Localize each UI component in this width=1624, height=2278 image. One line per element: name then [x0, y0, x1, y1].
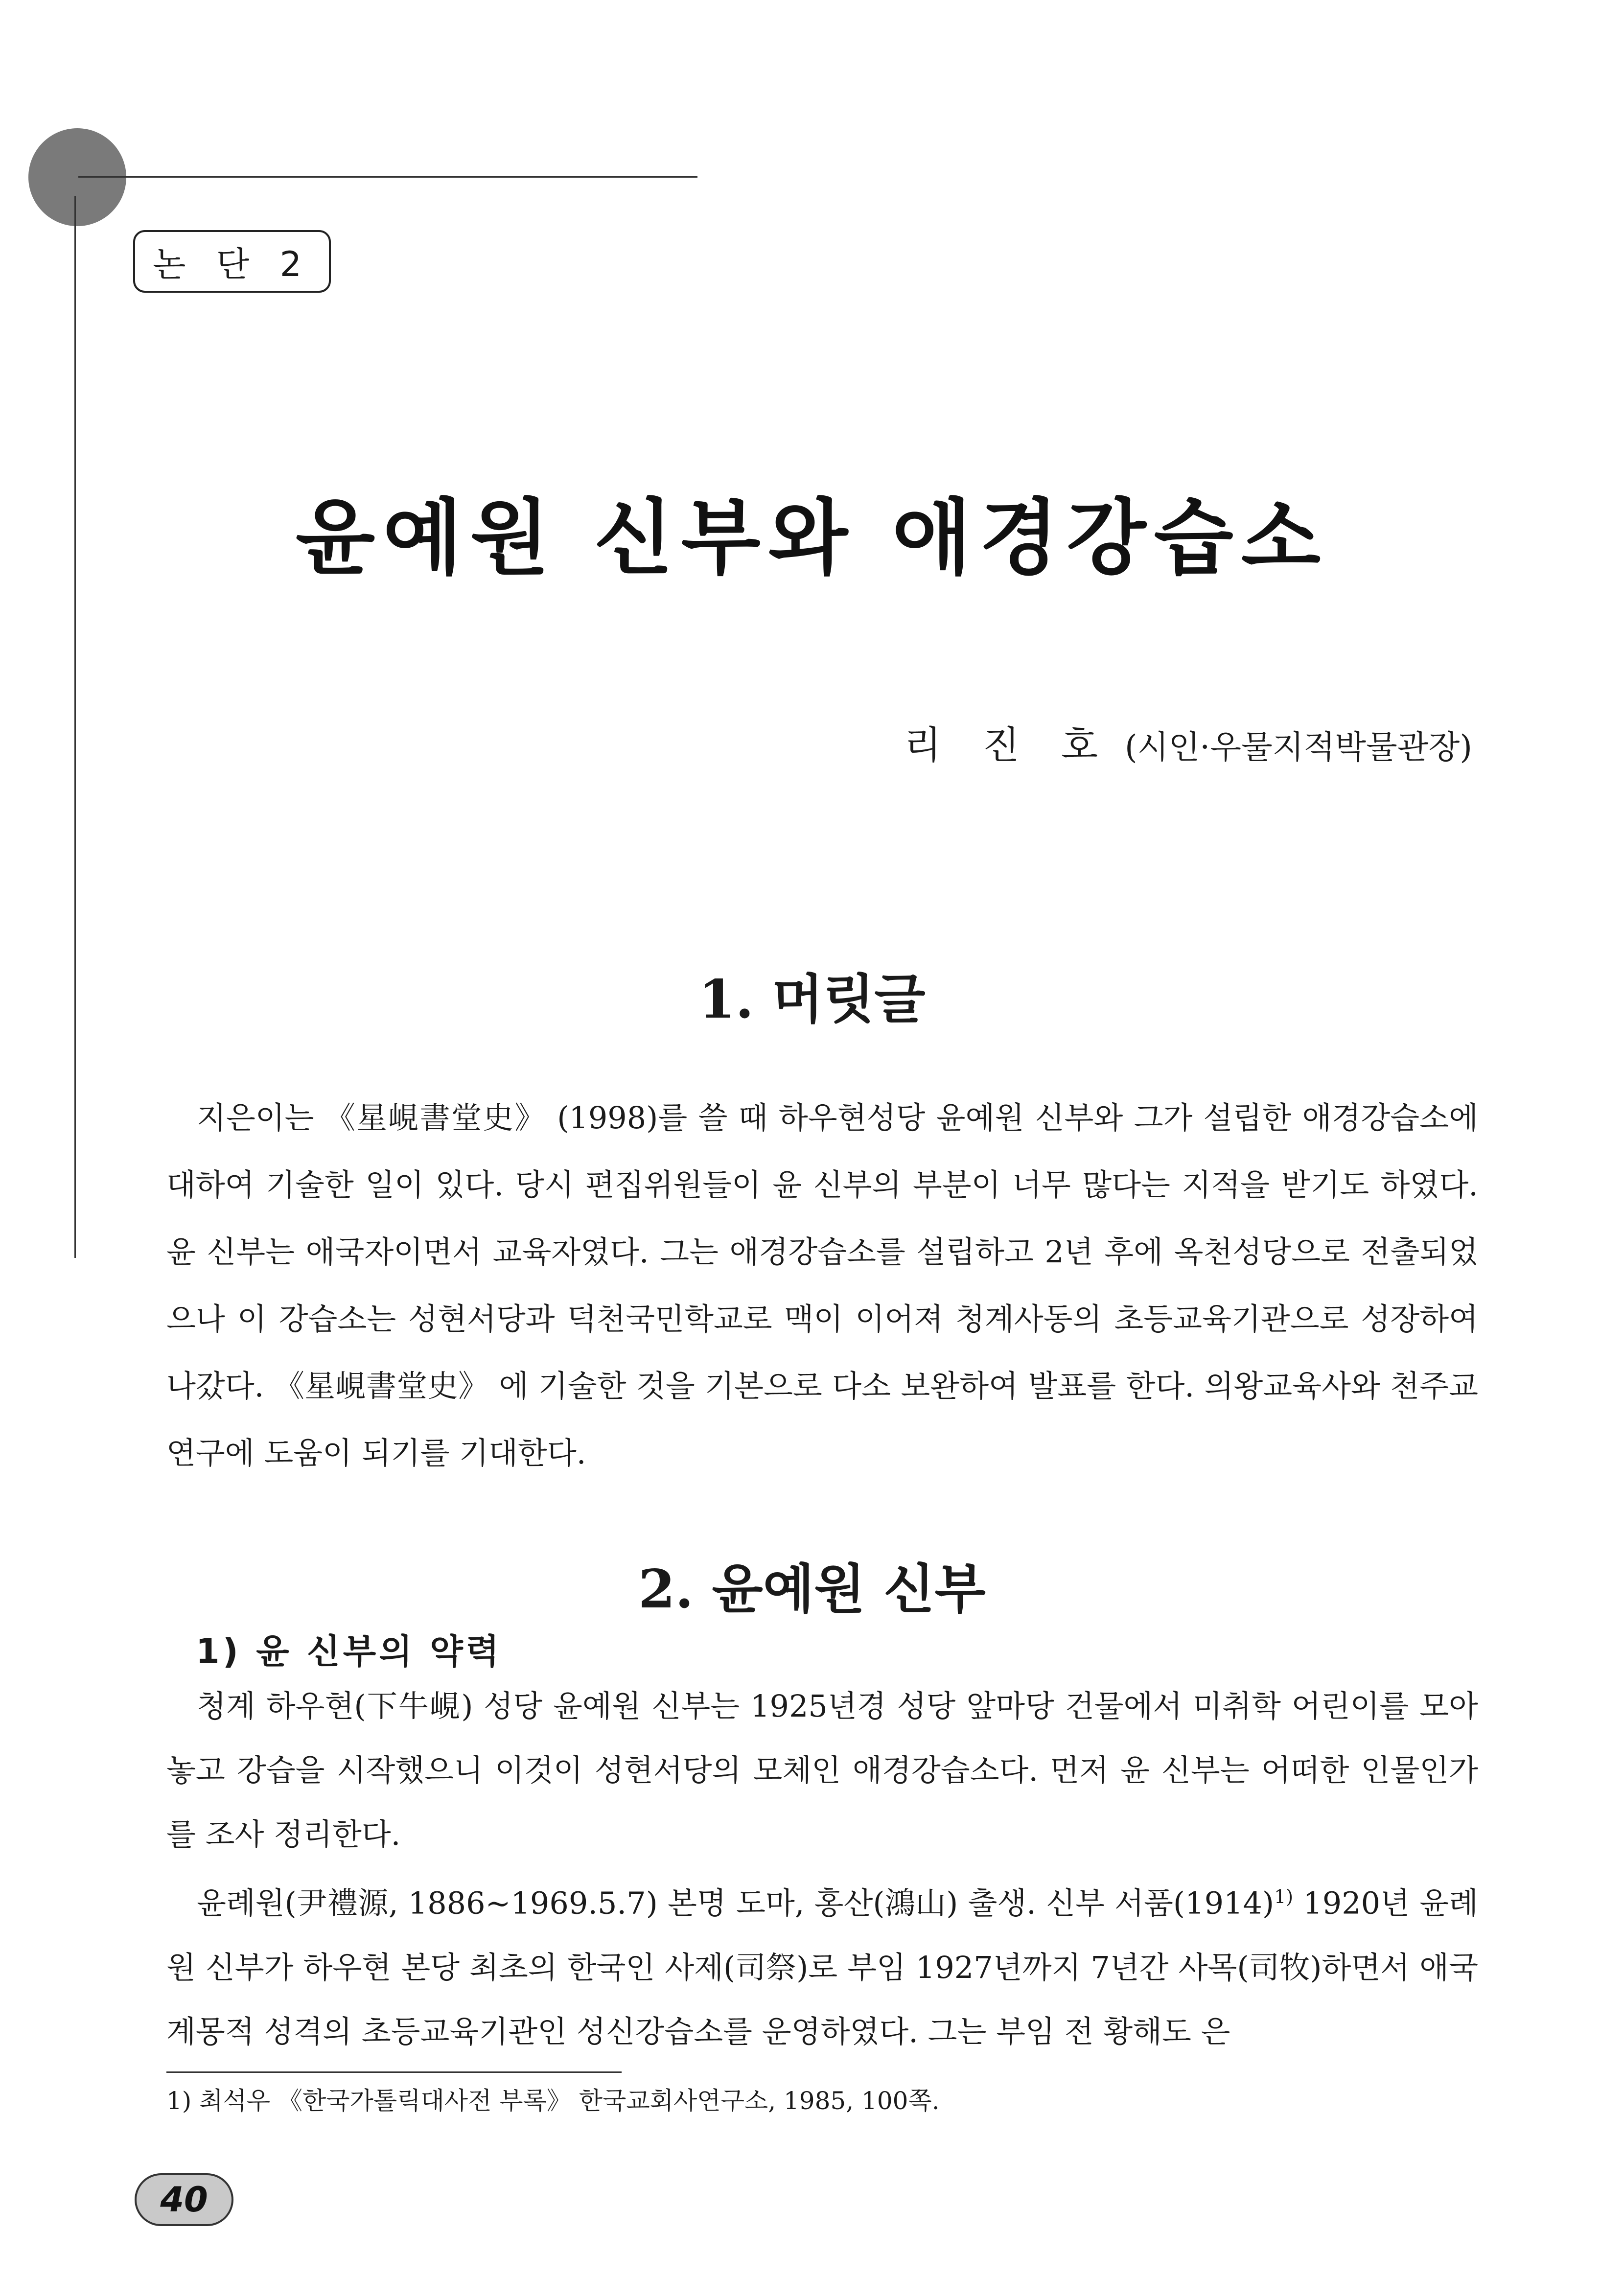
footnote-divider [166, 2071, 622, 2073]
author-line [905, 715, 1472, 769]
paragraph-intro: 지은이는 《星峴書堂史》 (1998)를 쓸 때 하우현성당 윤예원 신부와 그가 설립한 애경강습소에 대하여 기술한 일이 있다. 당시 편집위원들이 윤 신부의 부분이 너무 많다는 지적을 받기도 하였다. 윤 신부는 애국자이면서 교육자였다. 그는 애경강습소를 설립하고 2년 후에 옥천성당으로 전출되었으나 이 강습소는 성현서당과 덕천국민학교로 맥이 이어져 청계사동의 초등교육기관으로 성장하여 나갔다. 《星峴書堂史》 에 기술한 것을 기본으로 다소 보완하여 발표를 한다. 의왕교육사와 천주교 연구에 도움이 되기를 기대한다. [166, 1100, 1478, 1471]
section-heading-2: 2. 윤예원 신부 [638, 1558, 986, 1620]
article-title: 윤예원 신부와 애경강습소 [295, 490, 1329, 586]
biography-text-2: 1920년 윤례원 신부가 하우현 본당 최초의 한국인 사제(司祭)로 부임 1927년까지 7년간 사목(司牧)하면서 애국계몽적 성격의 초등교육기관인 성신강습소를 운영하였다. 그는 부임 전 황해도 은 [166, 1885, 1478, 2049]
biography-text-1: 윤례원(尹禮源, 1886~1969.5.7) 본명 도마, 홍산(鴻山) 출생. 신부 서품(1914) [197, 1885, 1275, 1921]
header-rule [78, 176, 697, 178]
margin-rule [74, 196, 76, 1258]
section-heading-1: 1. 머릿글 [698, 969, 926, 1030]
paragraph-background: 청계 하우현(下牛峴) 성당 윤예원 신부는 1925년경 성당 앞마당 건물에서 미취학 어린이를 모아놓고 강습을 시작했으니 이것이 성현서당의 모체인 애경강습소다. 먼저 윤 신부는 어떠한 인물인가를 조사 정리한다. [166, 1688, 1478, 1852]
footnote: 1) 최석우 《한국가톨릭대사전 부록》 한국교회사연구소, 1985, 100쪽. [166, 2087, 940, 2115]
paragraph-biography [166, 1865, 1478, 2064]
author-name: 리 진 호 [904, 723, 1113, 767]
footnote-ref[interactable]: 1) [1274, 1886, 1294, 1907]
page-number: 40 [135, 2173, 233, 2226]
subsection-heading: 1) 윤 신부의 약력 [196, 1631, 502, 1672]
author-affiliation: (시인·우물지적박물관장) [1124, 728, 1472, 766]
section-tag: 논 단 2 [133, 230, 331, 293]
